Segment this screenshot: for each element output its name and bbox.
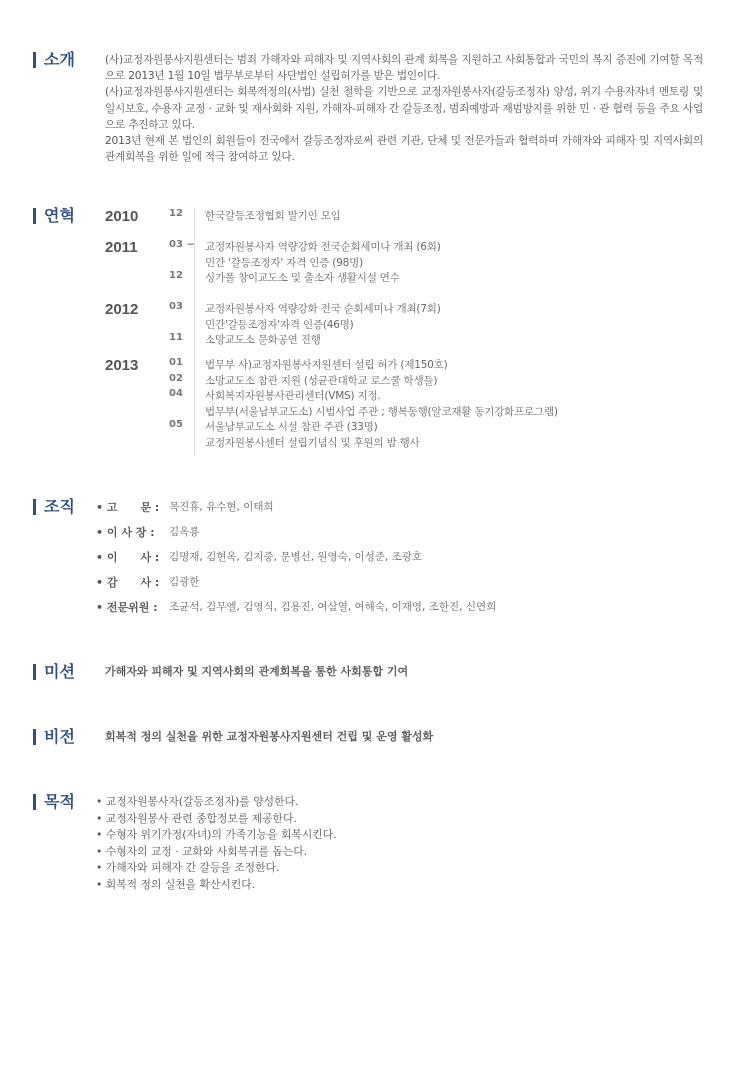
intro-paragraph-1: (사)교정자원봉사지원센터는 범죄 가해자와 피해자 및 지역사회의 관계 회복을 지원하고 사회통합과 국민의 복지 증진에 기여할 목적으로 2013년 1월 10일 법무부로부터 사단법인 설립허가를 받은 법인이다. [105, 54, 703, 83]
intro-title: 소개 [33, 52, 75, 68]
org-role: • 감 사 : [96, 576, 160, 589]
event-list [169, 208, 699, 224]
event-month: 12 [169, 270, 183, 281]
event-row [169, 301, 699, 317]
history-year-2013 [105, 357, 695, 457]
event-row [169, 357, 699, 373]
history-year-2012 [105, 301, 695, 351]
event-list [169, 301, 699, 348]
intro-body [105, 52, 703, 165]
org-row-chairman [96, 524, 696, 549]
event-text: 소망교도소 문화공연 진행 [205, 334, 321, 346]
year-label: 2010 [105, 208, 139, 225]
event-month: 11 [169, 332, 183, 343]
event-text: 법무부(서울남부교도소) 시범사업 주관 ; 행복동행(알코재활 동기강화프로그램) [205, 405, 558, 418]
goal-item: • 가해자와 피해자 간 갈등을 조정한다. [96, 861, 280, 874]
event-text: 사회복지자원봉사관리센터(VMS) 지정. [205, 390, 381, 402]
mission-text: 가해자와 피해자 및 지역사회의 관계회복을 통한 사회통합 기여 [105, 665, 409, 678]
history-section [0, 208, 737, 458]
goal-item: • 교정자원봉사자(갈등조정자)를 양성한다. [96, 795, 299, 808]
goal-item: • 교정자원봉사 관련 종합정보를 제공한다. [96, 811, 297, 825]
event-month: 02 [169, 372, 183, 384]
vision-text: 회복적 정의 실천을 위한 교정자원봉사지원센터 건립 및 운영 활성화 [105, 730, 434, 743]
event-month: 04 [169, 388, 183, 399]
goals-section [0, 794, 737, 914]
history-year-2011 [105, 239, 695, 289]
goal-item: • 회복적 정의 실천을 확산시킨다. [96, 877, 256, 891]
event-text: 교정자원봉사자 역량강화 전국순회세미나 개최 (6회) [205, 241, 441, 253]
event-row [169, 435, 699, 451]
org-names: 김옥룡 [169, 526, 200, 538]
event-text: 법무부 사)교정자원봉사지원센터 설립 허가 (제150호) [205, 359, 448, 371]
event-month: 01 [169, 357, 183, 368]
goals-body [96, 794, 696, 893]
event-month: 05 [169, 419, 183, 430]
year-label: 2013 [105, 357, 139, 374]
event-month: 12 [169, 208, 183, 219]
vision-body [105, 729, 705, 745]
event-list [169, 239, 699, 286]
event-text: 민간'갈등조정자'자격 인증(46명) [205, 318, 354, 331]
org-row-experts [96, 599, 696, 624]
event-row [169, 419, 699, 435]
org-role: • 고 문 : [96, 501, 160, 514]
mission-section [0, 664, 737, 684]
mission-body [105, 664, 705, 680]
organization-title: 조직 [33, 499, 75, 515]
event-text: 서울남부교도소 시설 참관 주관 (33명) [205, 421, 378, 433]
org-names: 목진휴, 유수현, 이태희 [169, 501, 274, 513]
year-label: 2012 [105, 301, 139, 318]
event-text: 민간 '갈등조정자' 자격 인증 (98명) [205, 256, 363, 269]
intro-section [0, 52, 737, 172]
history-year-2010 [105, 208, 695, 228]
org-row-auditor [96, 574, 696, 599]
intro-paragraph-3: 2013년 현재 본 법인의 회원들이 전국에서 갈등조정자로써 관련 기관, 단체 및 전문가들과 협력하며 가해자와 피해자 및 지역사회의 관계회복을 위한 일에 적극 참여하고 있다. [105, 135, 703, 164]
event-month: 03 [169, 301, 183, 312]
goal-item: • 수형자의 교정 · 교화와 사회복귀를 돕는다. [96, 844, 308, 858]
event-text: 한국갈등조정협회 발기인 모임 [205, 210, 341, 222]
event-row [169, 270, 699, 286]
org-row-directors [96, 549, 696, 574]
org-names: 김명재, 김현옥, 김지중, 문병선, 원영숙, 이성준, 조광호 [169, 551, 423, 563]
event-row [169, 317, 699, 333]
organization-body [96, 499, 696, 624]
event-row [169, 255, 699, 271]
org-role: • 이 사 : [96, 551, 160, 564]
org-row-advisor [96, 499, 696, 524]
event-text: 소망교도소 참관 지원 (성균관대학교 로스쿨 학생들) [205, 374, 438, 387]
event-row [169, 208, 699, 224]
goal-item: • 수형자 위기가정(자녀)의 가족기능을 회복시킨다. [96, 828, 337, 841]
vision-section [0, 729, 737, 749]
history-title: 연혁 [33, 208, 75, 224]
year-label: 2011 [105, 239, 138, 256]
event-row [169, 332, 699, 348]
event-row [169, 239, 699, 255]
event-text: 교정자원봉사자 역량강화 전국 순회세미나 개최(7회) [205, 303, 441, 315]
org-names: 조균석, 김무엘, 김영식, 김용진, 여삼열, 여해숙, 이재영, 조한진, 신연희 [169, 601, 497, 613]
mission-title: 미션 [33, 664, 75, 680]
event-list [169, 357, 699, 450]
event-row [169, 388, 699, 404]
intro-paragraph-2: (사)교정자원봉사지원센터는 회복적정의(사법) 실천 철학을 기반으로 교정자원봉사자(갈등조정자) 양성, 위기 수용자자녀 멘토링 및 일시보호, 수용자 교정 · 교화 및 재사회화 지원, 가해자-피해자 간 갈등조정, 범죄예방과 재범방지를 위한 민 · 관 협력 등을 주요 사업으로 추진하고 있다. [105, 86, 703, 131]
goals-title: 목적 [33, 794, 75, 810]
event-row [169, 404, 699, 420]
event-row [169, 373, 699, 389]
organization-section [0, 499, 737, 619]
event-text: 교정자원봉사센터 설립기념식 및 후원의 밤 행사 [205, 436, 420, 449]
org-names: 김광한 [169, 576, 200, 588]
org-role: • 이 사 장 : [96, 526, 155, 539]
event-text: 싱가폴 창이교도소 및 출소자 생활시설 연수 [205, 272, 400, 284]
event-month: 03 ~ [169, 239, 195, 250]
org-role: • 전문위원 : [96, 601, 158, 614]
vision-title: 비전 [33, 729, 75, 745]
